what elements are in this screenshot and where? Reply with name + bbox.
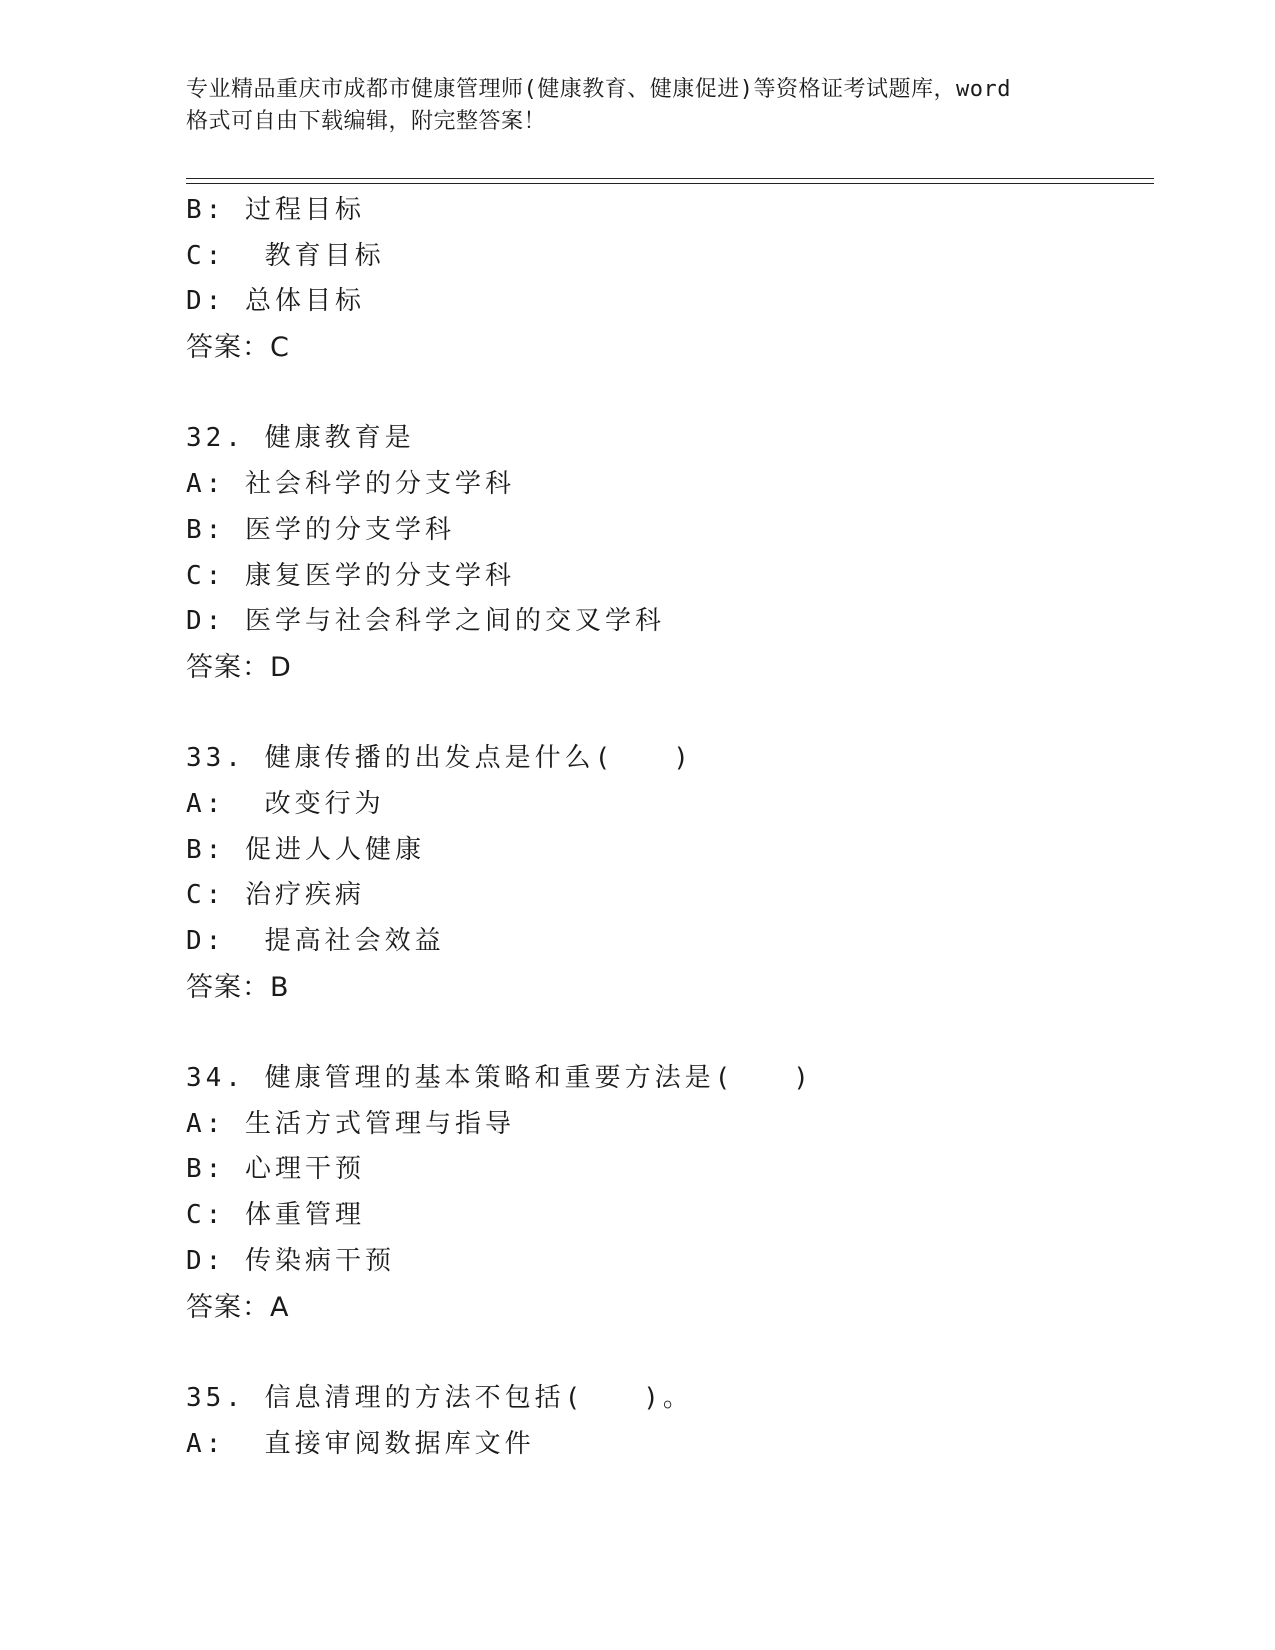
answer-line: [186, 325, 1154, 371]
header-divider-bottom: [186, 183, 1154, 184]
option-b: B: 心理干预: [186, 1154, 365, 1185]
document-header: [186, 74, 1096, 138]
spacer: [186, 691, 1154, 737]
option-b: B: 医学的分支学科: [186, 514, 455, 545]
question-stem: 34. 健康管理的基本策略和重要方法是( ): [186, 1063, 813, 1094]
spacer: [186, 1330, 1154, 1376]
question-stem: 35. 信息清理的方法不包括( )。: [186, 1382, 693, 1413]
spacer: [186, 1010, 1154, 1056]
answer-value: A: [270, 1291, 290, 1323]
answer-value: D: [270, 651, 292, 683]
option-c: C: 体重管理: [186, 1200, 365, 1231]
answer-line: [186, 965, 1154, 1011]
spacer: [186, 371, 1154, 417]
option-d: D: 提高社会效益: [186, 926, 445, 956]
option-c: C: 治疗疾病: [186, 880, 365, 911]
answer-line: [186, 1285, 1154, 1331]
option-a: A: 改变行为: [186, 788, 385, 819]
answer-label: 答案：: [186, 332, 270, 364]
answer-line: [186, 645, 1154, 691]
answer-label: 答案：: [186, 971, 270, 1003]
option-c: C: 教育目标: [186, 240, 385, 271]
question-stem: 33. 健康传播的出发点是什么( ): [186, 743, 693, 774]
header-line-2: 格式可自由下载编辑，附完整答案！: [186, 109, 547, 134]
option-b: B: 促进人人健康: [186, 834, 425, 865]
answer-label: 答案：: [186, 651, 270, 683]
option-a: A: 社会科学的分支学科: [186, 469, 515, 500]
header-line-1: 专业精品重庆市成都市健康管理师(健康教育、健康促进)等资格证考试题库，word: [186, 77, 1011, 102]
option-c: C: 康复医学的分支学科: [186, 560, 515, 591]
option-a: A: 直接审阅数据库文件: [186, 1428, 535, 1459]
answer-value: B: [270, 971, 290, 1003]
header-divider-top: [186, 178, 1154, 179]
option-d: D: 医学与社会科学之间的交叉学科: [186, 606, 665, 637]
option-d: D: 总体目标: [186, 286, 365, 317]
option-d: D: 传染病干预: [186, 1245, 395, 1276]
question-stem: 32. 健康教育是: [186, 423, 415, 454]
answer-label: 答案：: [186, 1291, 270, 1323]
answer-value: C: [270, 332, 290, 364]
option-b: B: 过程目标: [186, 195, 365, 225]
option-a: A: 生活方式管理与指导: [186, 1108, 515, 1139]
question-list: [186, 188, 1154, 1467]
